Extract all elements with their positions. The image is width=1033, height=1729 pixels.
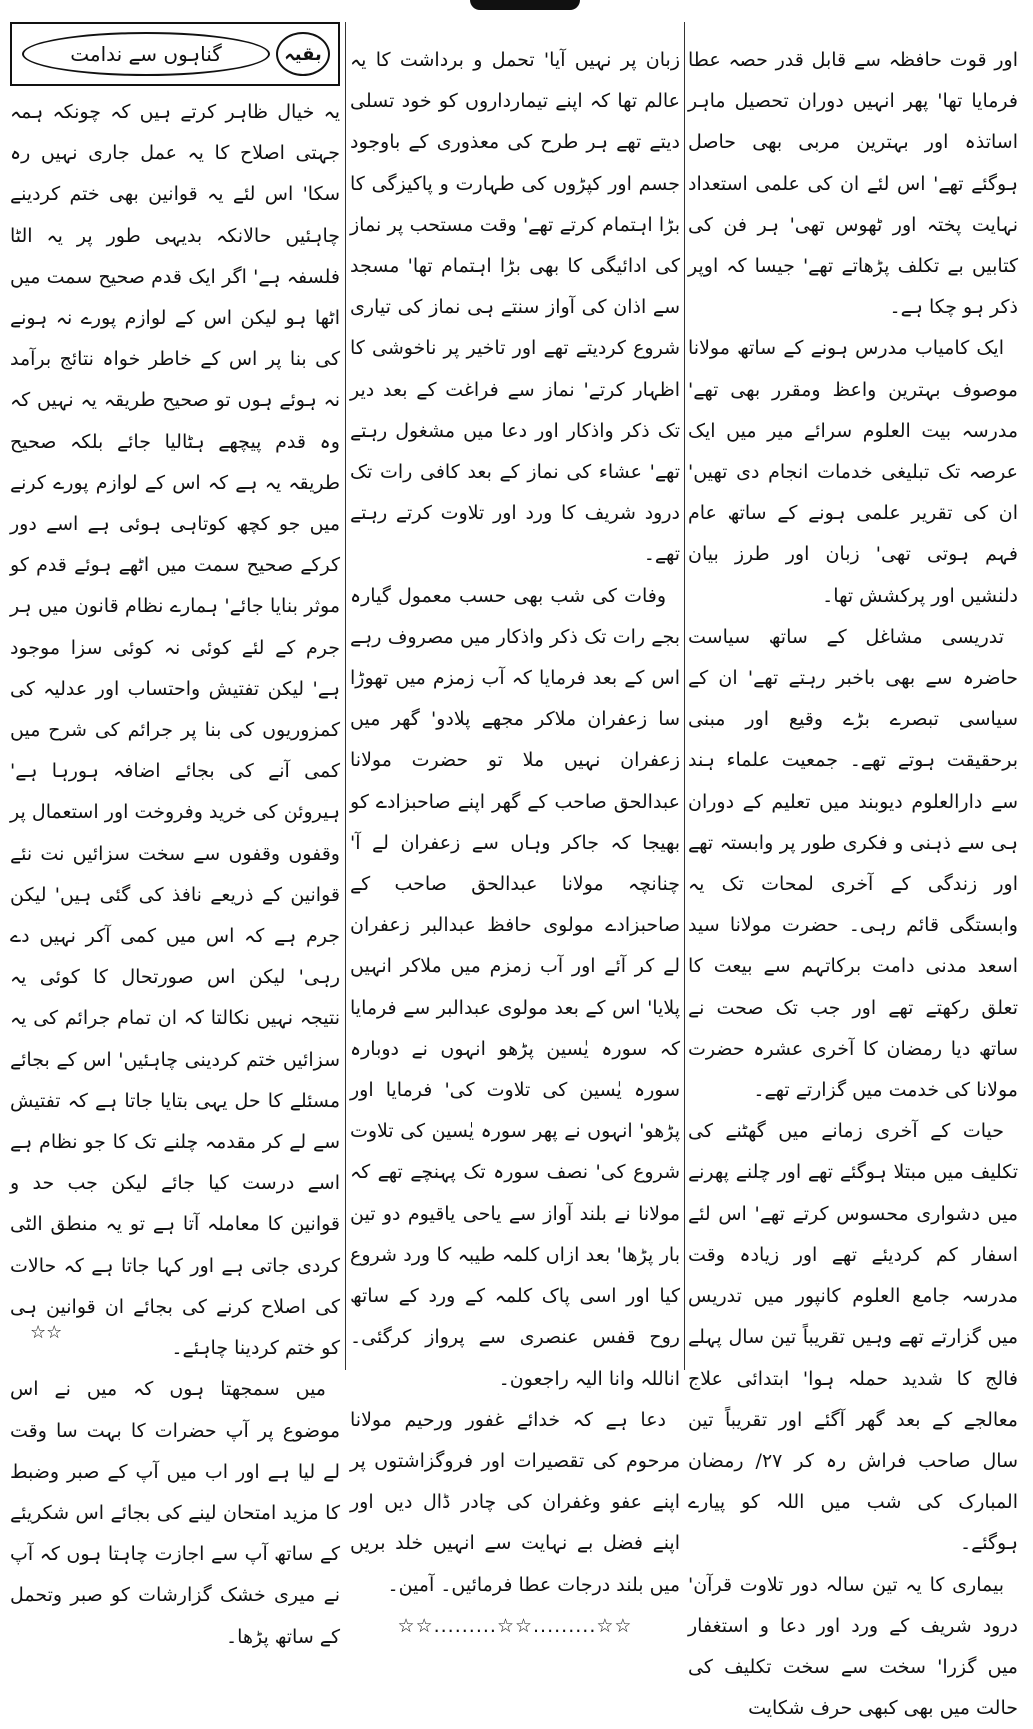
continued-badge: بقیہ: [276, 32, 330, 76]
paragraph: یہ خیال ظاہر کرتے ہیں کہ چونکہ ہمہ جہتی اصلاح کا یہ عمل جاری نہیں رہ سکا' اس لئے یہ قوانین بھی ختم کردینے چاہئیں حالانکہ بدیہی طور پر یہ الٹا فلسفہ ہے' اگر ایک قدم صحیح سمت میں اٹھا ہو لیکن اس کے لوازم پورے نہ ہونے کی بنا پر اس کے خاطر خواہ نتائج برآمد نہ ہوئے ہوں تو صحیح طریقہ یہ نہیں کہ وہ قدم پیچھے ہٹالیا جائے بلکہ صحیح طریقہ یہ ہے کہ اس کے لوازم پورے کرنے میں جو کچھ کوتاہی ہوئی ہے اسے دور کرکے صحیح سمت میں اٹھے ہوئے قدم کو موثر بنایا جائے' ہمارے نظام قانون میں ہر جرم کے لئے کوئی نہ کوئی سزا موجود ہے' لیکن تفتیش واحتساب اور عدلیہ کی کمزوریوں کی بنا پر جرائم کی شرح میں کمی آنے کی بجائے اضافہ ہورہا ہے' ہیروئن کی خرید وفروخت اور استعمال پر وقفوں وقفوں سے سخت سزائیں نت نئے قوانین کے ذریعے نافذ کی گئی ہیں' لیکن جرم ہے کہ اس میں کمی آکر نہیں دے رہی' لیکن اس صورتحال کا کوئی یہ نتیجہ نہیں نکالتا کہ ان تمام جرائم کی یہ سزائیں ختم کردینی چاہئیں' اس کے بجائے مسئلے کا حل یہی بتایا جاتا ہے کہ تفتیش سے لے کر مقدمہ چلنے تک کا جو نظام ہے اسے درست کیا جائے لیکن جب حد و قوانین کا معاملہ آتا ہے تو یہ منطق الٹی کردی جاتی ہے اور کہا جاتا ہے کہ حالات کی اصلاح کرنے کی بجائے ان قوانین ہی کو ختم کردینا چاہئے۔: [10, 101, 340, 1360]
paragraph: ایک کامیاب مدرس ہونے کے ساتھ مولانا موصوف بہترین واعظ ومقرر بھی تھے' مدرسہ بیت العلوم سرائے میر میں ایک عرصہ تک تبلیغی خدمات انجام دی تھیں' ان کی تقریر علمی ہونے کے ساتھ عام فہم ہوتی تھی' زبان اور طرز بیان دلنشیں اور پرکشش تھا۔: [688, 337, 1018, 607]
end-stars: ☆☆: [30, 1322, 63, 1343]
column-right: [688, 40, 1018, 1729]
paragraph: بیماری کا یہ تین سالہ دور تلاوت قرآن' درود شریف کے ورد اور دعا و استغفار میں گزرا' سخت سے سخت تکلیف کی حالت میں بھی کبھی حرف شکایت: [688, 1573, 1018, 1720]
column-rule: [684, 22, 685, 1370]
column-middle: [350, 40, 680, 1647]
section-separator: ☆☆.........☆☆.........☆☆: [397, 1614, 633, 1637]
paragraph: زبان پر نہیں آیا' تحمل و برداشت کا یہ عالم تھا کہ اپنے تیمارداروں کو خود تسلی دیتے تھے ہر طرح کی معذوری کے باوجود جسم اور کپڑوں کی طہارت و پاکیزگی کا بڑا اہتمام کرتے تھے' وقت مستحب پر نماز کی ادائیگی کا بھی بڑا اہتمام تھا' مسجد سے اذان کی آواز سنتے ہی نماز کی تیاری شروع کردیتے تھے اور تاخیر پر ناخوشی کا اظہار کرتے' نماز سے فراغت کے بعد دیر تک ذکر واذکار اور دعا میں مشغول رہتے تھے' عشاء کی نماز کے بعد کافی رات تک درود شریف کا ورد اور تلاوت کرتے رہتے تھے۔: [350, 49, 680, 566]
paragraph: میں سمجھتا ہوں کہ میں نے اس موضوع پر آپ حضرات کا بہت سا وقت لے لیا ہے اور اب میں آپ کے صبر وضبط کا مزید امتحان لینے کی بجائے اس شکریئے کے ساتھ آپ سے اجازت چاہتا ہوں کہ آپ نے میری خشک گزارشات کو صبر وتحمل کے ساتھ پڑھا۔: [10, 1378, 340, 1648]
paragraph: وفات کی شب بھی حسب معمول گیارہ بجے رات تک ذکر واذکار میں مصروف رہے اس کے بعد فرمایا کہ آب زمزم میں تھوڑا سا زعفران ملاکر مجھے پلادو' گھر میں زعفران نہیں ملا تو حضرت مولانا عبدالحق صاحب کے گھر اپنے صاحبزادے کو بھیجا کہ جاکر وہاں سے زعفران لے آ' چنانچہ مولانا عبدالحق صاحب کے صاحبزادے مولوی حافظ عبدالبر زعفران لے کر آئے اور آب زمزم میں ملاکر انہیں پلایا' اس کے بعد مولوی عبدالبر سے فرمایا کہ سورہ یٰسین پڑھو انہوں نے دوبارہ سورہ یٰسین کی تلاوت کی' فرمایا اور پڑھو' انہوں نے پھر سورہ یٰسین کی تلاوت شروع کی' نصف سورہ تک پہنچے تھے کہ مولانا نے بلند آواز سے یاحی یاقیوم دو تین بار پڑھا' بعد ازاں کلمہ طیبہ کا ورد شروع کیا اور اسی پاک کلمہ کے ورد کے ساتھ روح قفس عنصری سے پرواز کرگئی۔ اناللہ وانا الیہ راجعون۔: [350, 584, 680, 1390]
top-ornament: [470, 0, 580, 10]
paragraph: تدریسی مشاغل کے ساتھ سیاست حاضرہ سے بھی باخبر رہتے تھے' ان کے سیاسی تبصرے بڑے وقیع اور مبنی برحقیقت ہوتے تھے۔ جمعیت علماء ہند سے دارالعلوم دیوبند میں تعلیم کے دوران ہی سے ذہنی و فکری طور پر وابستہ تھے اور زندگی کے آخری لمحات تک یہ وابستگی قائم رہی۔ حضرت مولانا سید اسعد مدنی دامت برکاتہم سے بیعت کا تعلق رکھتے تھے اور جب تک صحت نے ساتھ دیا رمضان کا آخری عشرہ حضرت مولانا کی خدمت میں گزارتے تھے۔: [688, 625, 1018, 1102]
paragraph: اور قوت حافظہ سے قابل قدر حصہ عطا فرمایا تھا' پھر انہیں دوران تحصیل ماہر اساتذہ اور بہترین مربی بھی حاصل ہوگئے تھے' اس لئے ان کی علمی استعداد نہایت پختہ اور ٹھوس تھی' ہر فن کی کتابیں بے تکلف پڑھاتے تھے' جیسا کہ اوپر ذکر ہو چکا ہے۔: [688, 49, 1018, 319]
column-rule: [345, 22, 346, 1370]
article-title: گناہوں سے ندامت: [22, 32, 270, 76]
paragraph: دعا ہے کہ خدائے غفور ورحیم مولانا مرحوم کی تقصیرات اور فروگزاشتوں پر اپنے عفو وغفران کی چادر ڈال دیں اور اپنے فضل بے نہایت سے انہیں خلد بریں میں بلند درجات عطا فرمائیں۔ آمین۔: [350, 1408, 680, 1596]
continuation-header: [10, 22, 340, 86]
paragraph: حیات کے آخری زمانے میں گھٹنے کی تکلیف میں مبتلا ہوگئے تھے اور چلنے پھرنے میں دشواری محسوس کرتے تھے' اس لئے اسفار کم کردیئے تھے اور زیادہ وقت مدرسہ جامع العلوم کانپور میں تدریس میں گزارتے تھے وہیں تقریباً تین سال پہلے فالج کا شدید حملہ ہوا' ابتدائی علاج معالجے کے بعد گھر آگئے اور تقریباً تین سال صاحب فراش رہ کر ۲۷/ رمضان المبارک کی شب میں اللہ کو پیارے ہوگئے۔: [688, 1120, 1018, 1555]
column-left: [10, 92, 340, 1658]
